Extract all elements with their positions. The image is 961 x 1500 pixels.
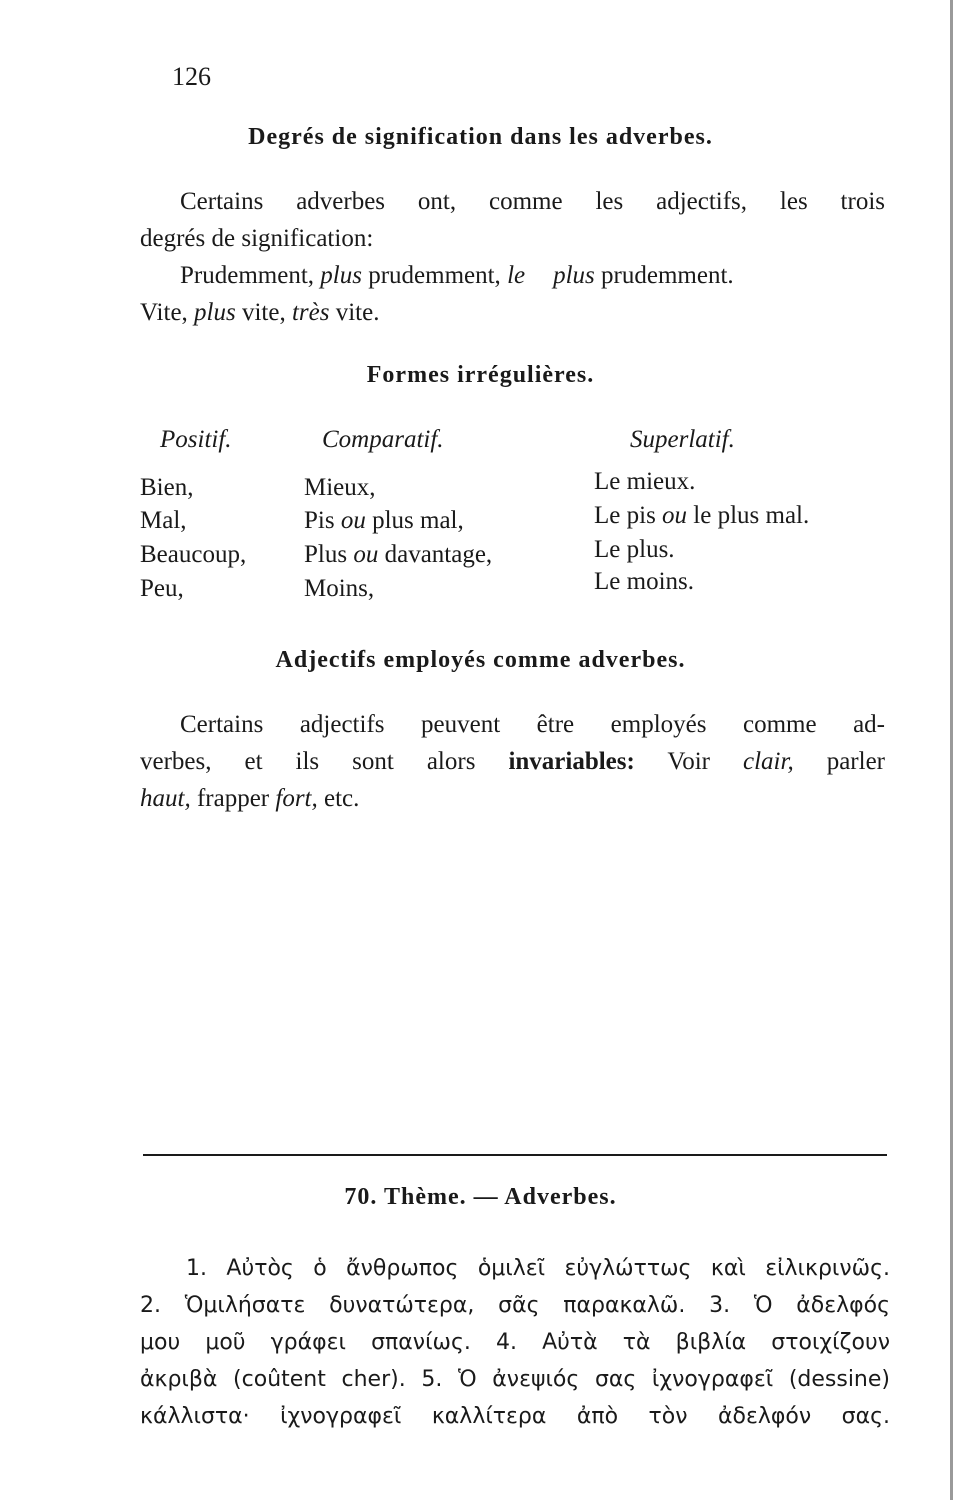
example-line-prudemment: Prudemment, plus prudemment, le plus prudemment.: [180, 262, 734, 289]
greek-line: κάλλιστα· ἰχνογραφεῖ καλλίτερα ἀπὸ τὸν ἀδελφόν σας.: [140, 1404, 890, 1429]
row-comparatif: Mieux,: [304, 474, 376, 501]
section-title-theme: 70. Thème. — Adverbes.: [344, 1184, 617, 1210]
row-comparatif: Moins,: [304, 575, 375, 602]
example-line-vite: Vite, plus vite, très vite.: [140, 299, 380, 326]
row-superlatif: Le pis ou le plus mal.: [594, 502, 810, 529]
row-superlatif: Le mieux.: [594, 468, 696, 495]
page-edge: [950, 0, 953, 1500]
row-positif: Bien,: [140, 474, 194, 501]
greek-exercise: [140, 1250, 890, 1435]
section-title-adjectifs: Adjectifs employés comme adverbes.: [275, 647, 686, 673]
row-positif: Peu,: [140, 575, 184, 602]
paragraph-line: Certains adverbes ont, comme les adjectifs, les trois: [180, 188, 885, 215]
section-title-formes: Formes irrégulières.: [366, 362, 595, 388]
row-positif: Beaucoup,: [140, 541, 247, 568]
row-comparatif: Plus ou davantage,: [304, 541, 493, 568]
paragraph-line: verbes, et ils sont alors invariables: Voir clair, parler: [140, 748, 885, 775]
row-positif: Mal,: [140, 507, 187, 534]
greek-line: μου μοῦ γράφει σπανίως. 4. Αὐτὰ τὰ βιβλία στοιχίζουν: [140, 1330, 890, 1355]
greek-line: ἀκριβὰ (coûtent cher). 5. Ὁ ἀνεψιός σας ἰχνογραφεῖ (dessine): [140, 1367, 890, 1392]
paragraph-degres: [140, 183, 885, 331]
section-title-degres: Degrés de signification dans les adverbes.: [248, 124, 713, 150]
row-superlatif: Le plus.: [594, 536, 675, 563]
paragraph-line: haut, frapper fort, etc.: [140, 785, 360, 812]
page-number: 126: [172, 62, 211, 91]
paragraph-line: degrés de signification:: [140, 225, 374, 252]
paragraph-adjectifs: [140, 706, 885, 817]
section-divider: [143, 1154, 887, 1156]
header-positif: Positif.: [160, 426, 232, 453]
row-superlatif: Le moins.: [594, 568, 694, 595]
greek-line: 1. Αὐτὸς ὁ ἄνθρωπος ὁμιλεῖ εὐγλώττως καὶ εἰλικρινῶς.: [186, 1256, 890, 1281]
header-comparatif: Comparatif.: [322, 426, 444, 453]
header-superlatif: Superlatif.: [630, 426, 735, 453]
paragraph-line: Certains adjectifs peuvent être employés comme ad-: [180, 711, 885, 738]
row-comparatif: Pis ou plus mal,: [304, 507, 464, 534]
greek-line: 2. Ὁμιλήσατε δυνατώτερα, σᾶς παρακαλῶ. 3. Ὁ ἀδελφός: [140, 1293, 890, 1318]
